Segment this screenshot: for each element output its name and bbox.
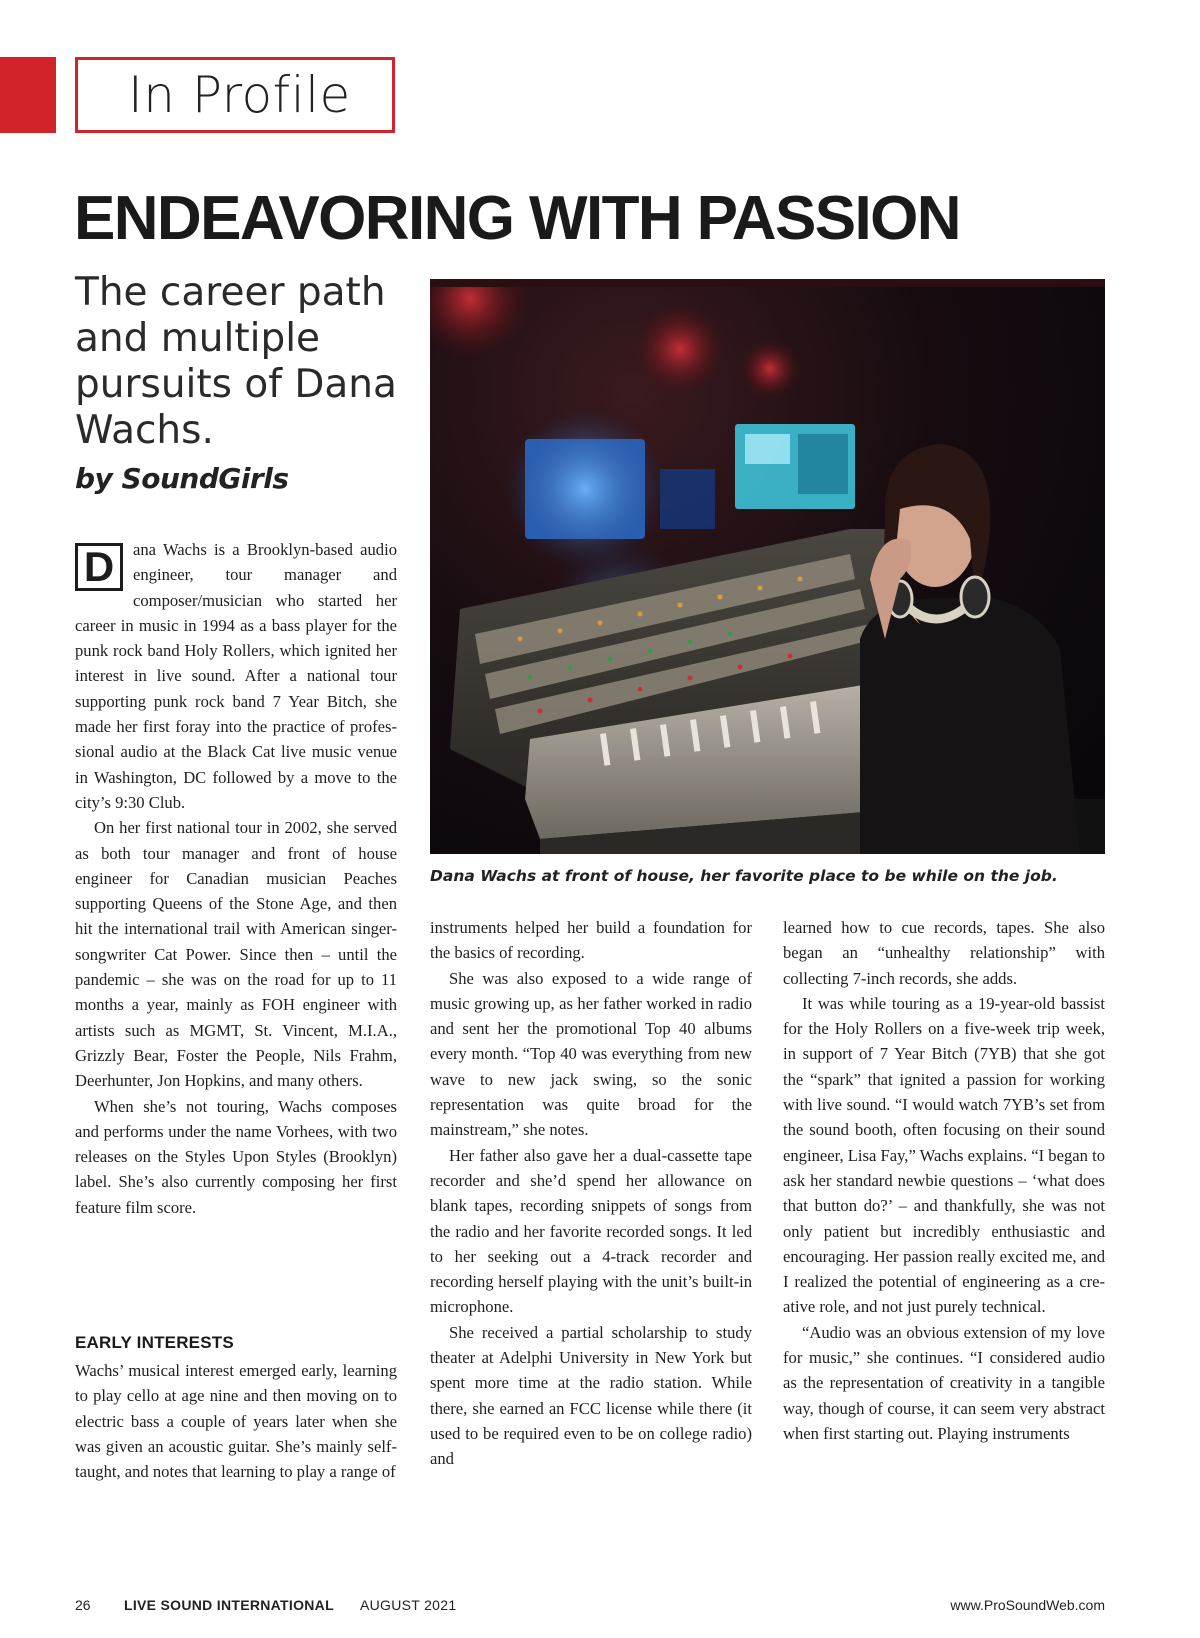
article-paragraph: Wachs’ musical interest emerged early, learning to play cello at age nine and then moving on to electric bass a couple of years later when she was given an acoustic guitar. She’s mainly self-taught, and notes that learning to play a range of: [75, 1361, 397, 1482]
mixing-console-photo: [430, 279, 1105, 854]
page-title: ENDEAVORING WITH PASSION: [74, 184, 960, 253]
publication-name: LIVE SOUND INTERNATIONAL: [124, 1597, 334, 1613]
photo-caption: Dana Wachs at front of house, her favorite place to be while on the job.: [430, 867, 1058, 885]
article-paragraph: “Audio was an obvious extension of my love for music,” she continues. “I considered audio as the representation of creativity in a tangible way, though of course, it can seem very abstract when first starting out. Playing instruments: [783, 1322, 1105, 1443]
article-column-2: [430, 915, 752, 1472]
section-label: In Profile: [75, 57, 395, 133]
article-paragraph: Her father also gave her a dual-cassette tape recorder and she’d spend her allowance on blank tapes, recording snippets of songs from the radio and her favorite recorded songs. It led to her seeking out a 4-track recorder and recording herself playing with the unit’s built-in microphone.: [430, 1145, 752, 1317]
byline: by SoundGirls: [75, 462, 289, 495]
article-column-3: [783, 915, 1105, 1446]
article-column-1: [75, 537, 397, 1220]
paragraph-text: ana Wachs is a Brooklyn-based audio engineer, tour manager and composer/musician who started her career in music in 1994 as a bass player for the punk rock band Holy Rollers, which ignited her interest in live sound. After a national tour supporting punk rock band 7 Year Bitch, she made her first foray into the practice of professional audio at the Black Cat live music venue in Washington, DC followed by a move to the city’s 9:30 Club.: [75, 540, 397, 812]
article-paragraph: On her first national tour in 2002, she served as both tour manager and front of house engineer for Canadian musician Peaches supporting Queens of the Stone Age, and then hit the international trail with American singer-songwriter Cat Power. Since then – until the pandemic – she was on the road for up to 11 months a year, mainly as FOH engineer with artists such as MGMT, St. Vincent, M.I.A., Grizzly Bear, Foster the People, Nils Frahm, Deerhunter, Jon Hopkins, and many others.: [75, 818, 397, 1091]
article-paragraph: She was also exposed to a wide range of music growing up, as her father worked in radio and sent her the promotional Top 40 albums every month. “Top 40 was everything from new wave to new jack swing, so the sonic representation was quite broad for the mainstream,” she notes.: [430, 968, 752, 1140]
article-paragraph: instruments helped her build a foundation for the basics of recording.: [430, 918, 752, 963]
drop-cap: D: [75, 543, 123, 591]
photo-illustration: [430, 279, 1105, 854]
article-paragraph: She received a partial scholarship to study theater at Adelphi University in New York but spent more time at the radio station. While there, she earned an FCC license while there (it used to be required even to be on college radio) and: [430, 1322, 752, 1469]
website-link[interactable]: www.ProSoundWeb.com: [950, 1597, 1105, 1613]
article-paragraph: [75, 537, 397, 815]
issue-date: AUGUST 2021: [360, 1597, 457, 1613]
subheadline: The career path and multiple pursuits of Dana Wachs.: [75, 270, 397, 453]
article-paragraph: When she’s not touring, Wachs composes and performs under the name Vorhees, with two releases on the Styles Upon Styles (Brooklyn) label. She’s also currently composing her first feature film score.: [75, 1096, 397, 1217]
page-number: 26: [75, 1597, 91, 1613]
section-heading: EARLY INTERESTS: [75, 1333, 234, 1352]
section-accent-bar: [0, 57, 56, 133]
article-paragraph: learned how to cue records, tapes. She also began an “unhealthy relationship” with collecting 7-inch records, she adds.: [783, 918, 1105, 988]
article-paragraph: It was while touring as a 19-year-old bassist for the Holy Rollers on a five-week trip week, in support of 7 Year Bitch (7YB) that she got the “spark” that ignited a passion for working with live sound. “I would watch 7YB’s set from the sound booth, often focusing on their sound engineer, Lisa Fay,” Wachs explains. “I began to ask her standard newbie questions – ‘what does that button do?’ – and thankfully, she was not only patient but incredibly enthusiastic and encouraging. Her passion really excited me, and I realized the potential of engineering as a creative role, and not just purely technical.: [783, 993, 1105, 1317]
article-column-1-continued: [75, 1358, 397, 1484]
